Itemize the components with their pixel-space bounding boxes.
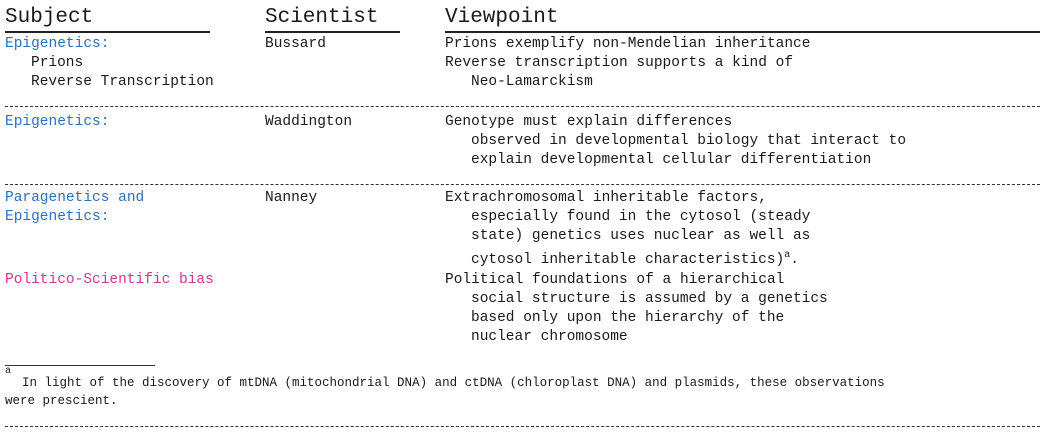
row4-viewpoint-line4: nuclear chromosome: [471, 329, 628, 345]
row4-viewpoint-line1: Political foundations of a hierarchical: [445, 272, 785, 288]
row3-scientist: Nanney: [265, 190, 318, 206]
row3-viewpoint-line4: [471, 246, 799, 270]
header-viewpoint: Viewpoint: [445, 6, 559, 29]
header-scientist: Scientist: [265, 6, 379, 29]
row4-viewpoint-line2: social structure is assumed by a genetics: [471, 291, 828, 307]
row1-subject-line1: Epigenetics:: [5, 36, 110, 52]
row2-scientist: Waddington: [265, 114, 353, 130]
row1-subject-line2: Prions: [31, 55, 84, 71]
footnote-line2: were prescient.: [5, 394, 118, 408]
footnote-ref-a: a: [784, 250, 791, 261]
row4-viewpoint-line3: based only upon the hierarchy of the: [471, 310, 785, 326]
row3-viewpoint-line2: especially found in the cytosol (steady: [471, 209, 811, 225]
row1-viewpoint-line1: Prions exemplify non-Mendelian inheritance: [445, 36, 811, 52]
row2-viewpoint-line1: Genotype must explain differences: [445, 114, 733, 130]
row3-viewpoint-line4-text: cytosol inheritable characteristics): [471, 251, 785, 268]
row3-subject-line1: Paragenetics and: [5, 190, 145, 206]
row1-viewpoint-line2: Reverse transcription supports a kind of: [445, 55, 794, 71]
header-subject-underline: [5, 31, 210, 33]
row2-subject-line1: Epigenetics:: [5, 114, 110, 130]
row-divider-1: [5, 106, 1040, 107]
row2-viewpoint-line3: explain developmental cellular differentiation: [471, 152, 872, 168]
row1-scientist: Bussard: [265, 36, 326, 52]
footnote-marker: a: [5, 366, 12, 377]
row3-viewpoint-line1: Extrachromosomal inheritable factors,: [445, 190, 767, 206]
header-viewpoint-underline: [445, 31, 1040, 33]
bottom-divider: [5, 426, 1040, 427]
row3-viewpoint-line3: state) genetics uses nuclear as well as: [471, 228, 811, 244]
row-divider-2: [5, 184, 1040, 185]
header-subject: Subject: [5, 6, 94, 29]
row3-trailing-punct: .: [790, 251, 799, 268]
header-scientist-underline: [265, 31, 400, 33]
row1-viewpoint-line3: Neo-Lamarckism: [471, 74, 593, 90]
row4-subject-line1: Politico-Scientific bias: [5, 272, 214, 288]
row2-viewpoint-line2: observed in developmental biology that interact to: [471, 133, 907, 149]
footnote-line1: In light of the discovery of mtDNA (mitochondrial DNA) and ctDNA (chloroplast DNA) and plasmids, these observations: [22, 376, 885, 390]
row3-subject-line2: Epigenetics:: [5, 209, 110, 225]
footnote-rule: [5, 365, 155, 366]
row1-subject-line3: Reverse Transcription: [31, 74, 214, 90]
